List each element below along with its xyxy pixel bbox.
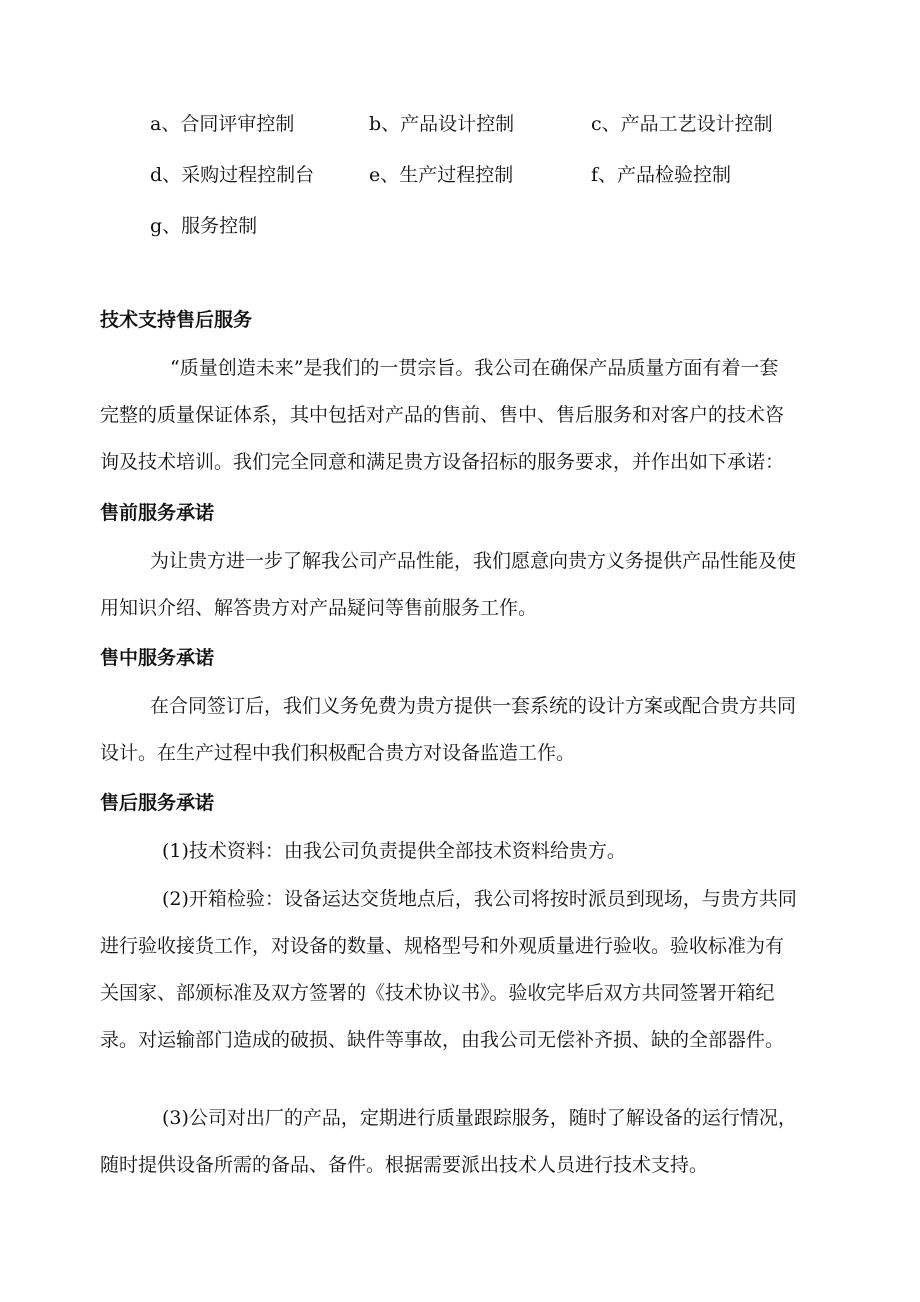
paragraph-line: 在合同签订后，我们义务免费为贵方提供一套系统的设计方案或配合贵方共同 bbox=[150, 695, 797, 717]
paragraph-line: 完整的质量保证体系，其中包括对产品的售前、售中、售后服务和对客户的技术咨 bbox=[100, 404, 785, 426]
after-sale-item-2 bbox=[100, 876, 840, 1064]
list-item: b、产品设计控制 bbox=[369, 113, 515, 135]
paragraph-line: 随时提供设备所需的备品、备件。根据需要派出技术人员进行技术支持。 bbox=[100, 1154, 709, 1176]
pre-sale-paragraph bbox=[100, 538, 840, 632]
paragraph-line: 进行验收接货工作，对设备的数量、规格型号和外观质量进行验收。验收标准为有 bbox=[100, 935, 785, 957]
paragraph-line: 关国家、部颁标准及双方签署的《技术协议书》。验收完毕后双方共同签署开箱纪 bbox=[100, 982, 775, 1004]
control-list-row-3 bbox=[150, 211, 850, 241]
section-heading-in-sale: 售中服务承诺 bbox=[100, 647, 215, 669]
list-item: c、产品工艺设计控制 bbox=[591, 113, 773, 135]
paragraph-line: 用知识介绍、解答贵方对产品疑问等售前服务工作。 bbox=[100, 597, 538, 619]
control-list-row-2 bbox=[150, 160, 850, 190]
paragraph-line: “质量创造未来”是我们的一贯宗旨。我公司在确保产品质量方面有着一套 bbox=[170, 357, 779, 379]
section-heading-pre-sale: 售前服务承诺 bbox=[100, 502, 215, 524]
control-list-row-1 bbox=[150, 109, 850, 139]
paragraph-line: (2)开箱检验：设备运达交货地点后，我公司将按时派员到现场，与贵方共同 bbox=[162, 888, 797, 910]
paragraph-line: 询及技术培训。我们完全同意和满足贵方设备招标的服务要求，并作出如下承诺： bbox=[100, 451, 785, 473]
list-item: e、生产过程控制 bbox=[369, 164, 514, 186]
section-heading-tech-support: 技术支持售后服务 bbox=[100, 309, 253, 331]
list-item: a、合同评审控制 bbox=[150, 113, 295, 135]
list-item: g、服务控制 bbox=[150, 215, 258, 237]
paragraph-line: (3)公司对出厂的产品，定期进行质量跟踪服务，随时了解设备的运行情况， bbox=[162, 1107, 797, 1129]
list-item: f、产品检验控制 bbox=[591, 164, 732, 186]
paragraph-line: (1)技术资料：由我公司负责提供全部技术资料给贵方。 bbox=[162, 840, 626, 862]
paragraph-line: 为让贵方进一步了解我公司产品性能，我们愿意向贵方义务提供产品性能及使 bbox=[150, 550, 797, 572]
after-sale-item-1 bbox=[100, 828, 840, 875]
in-sale-paragraph bbox=[100, 683, 840, 777]
after-sale-item-3 bbox=[100, 1095, 840, 1189]
paragraph-line: 设计。在生产过程中我们积极配合贵方对设备监造工作。 bbox=[100, 742, 576, 764]
tech-support-paragraph bbox=[100, 345, 840, 486]
section-heading-after-sale: 售后服务承诺 bbox=[100, 792, 215, 814]
paragraph-line: 录。对运输部门造成的破损、缺件等事故，由我公司无偿补齐损、缺的全部器件。 bbox=[100, 1029, 785, 1051]
list-item: d、采购过程控制台 bbox=[150, 164, 315, 186]
